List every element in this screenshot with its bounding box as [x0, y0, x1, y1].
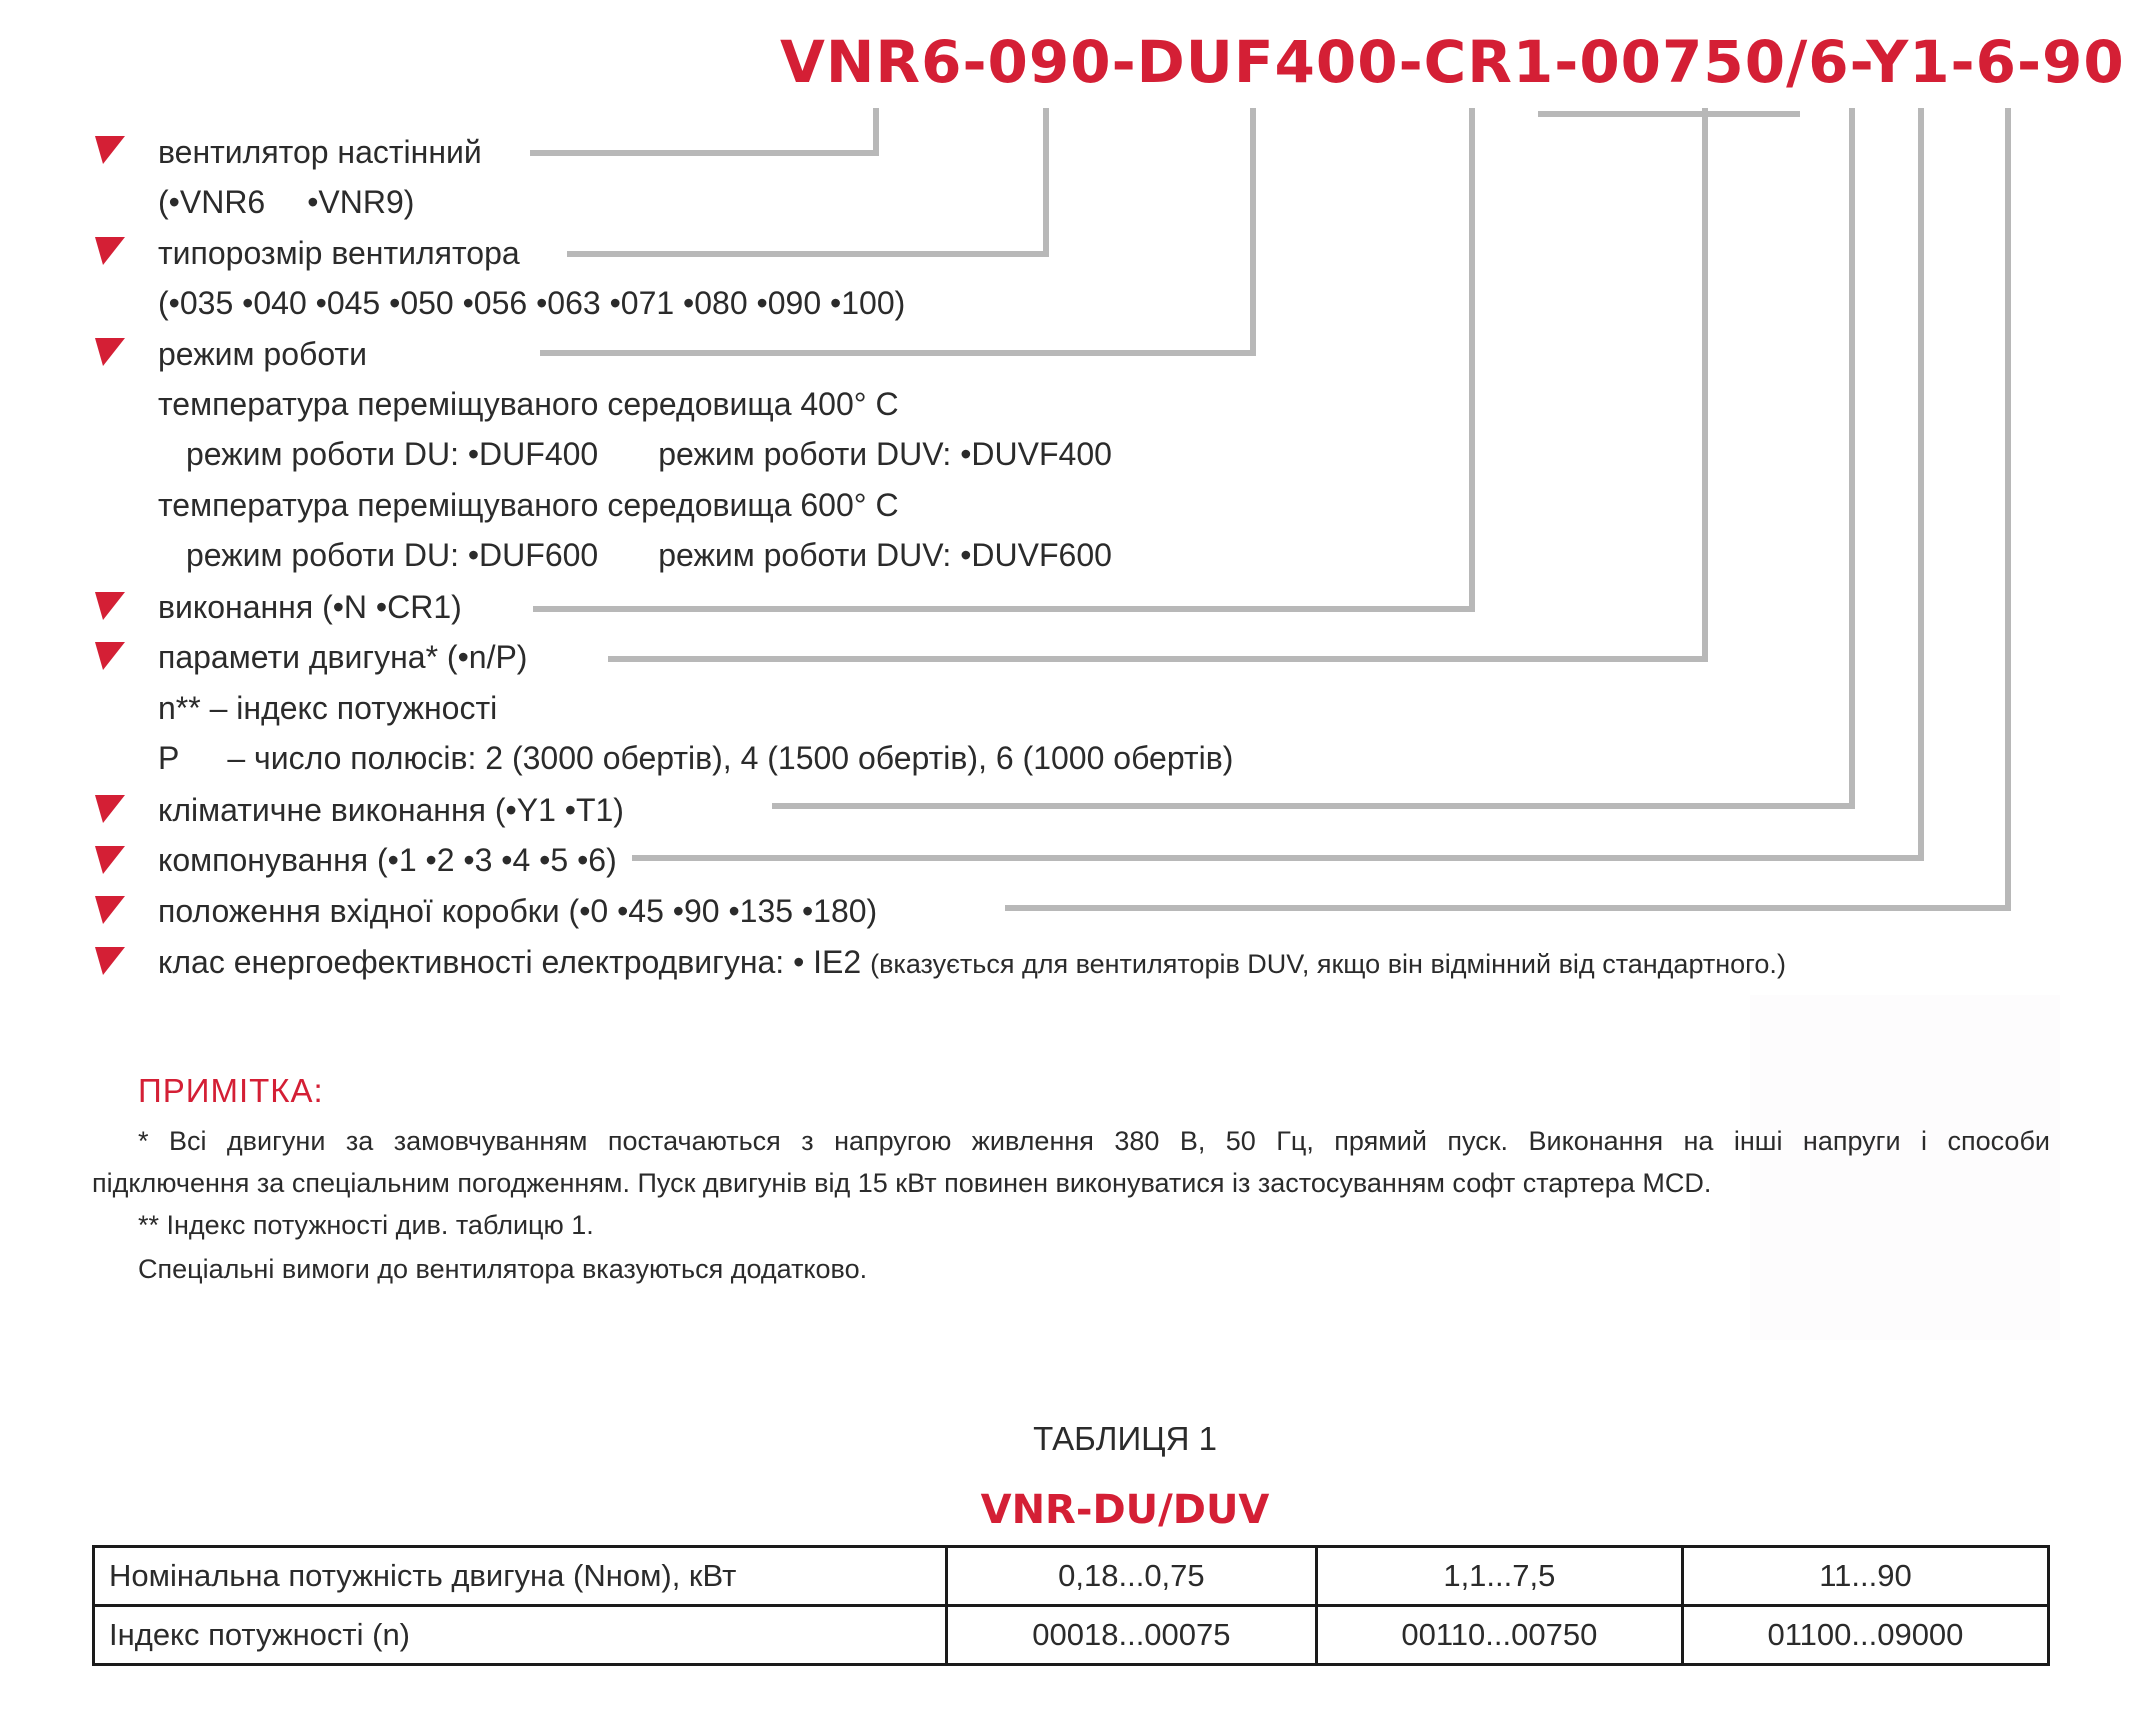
item-fan-size-options: (•035 •040 •045 •050 •056 •063 •071 •080 •090 •100): [158, 285, 906, 321]
item-energy-class: клас енергоефективності електродвигуна: • IE2 (вказується для вентиляторів DUV, якщо він відмінний від стандартного.): [158, 944, 1786, 980]
item-fan-type: вентилятор настінний: [158, 134, 482, 170]
note-line-3: ** Індекс потужності див. таблицю 1.: [138, 1210, 594, 1240]
red-flag-icon: [95, 338, 125, 366]
item-layout: компонування (•1 •2 •3 •4 •5 •6): [158, 842, 617, 878]
product-code: VNR6-090-DUF400-CR1-00750/6-Y1-6-90: [780, 28, 2125, 96]
red-flag-icon: [95, 642, 125, 670]
table-cell: Номінальна потужність двигуна (Nном), кВт: [94, 1547, 947, 1606]
red-flag-icon: [95, 592, 125, 620]
item-fan-type-options: (•VNR6 •VNR9): [158, 184, 415, 220]
item-motor-params: парамети двигуна* (•n/P): [158, 639, 528, 675]
connector-box: [1005, 108, 2008, 908]
table-cell: 11...90: [1682, 1547, 2048, 1606]
red-flag-icon: [95, 237, 125, 265]
table-cell: 0,18...0,75: [947, 1547, 1317, 1606]
power-index-table: [92, 1545, 2050, 1666]
note-line-2: підключення за спеціальним погодженням. Пуск двигунів від 15 кВт повинен виконуватися із застосуванням софт стартера MCD.: [92, 1168, 1712, 1198]
item-temp-600: температура переміщуваного середовища 600° С: [158, 487, 899, 523]
table-caption: ТАБЛИЦЯ 1: [1033, 1420, 1217, 1457]
red-flag-icon: [95, 136, 125, 164]
table-cell: 00110...00750: [1316, 1606, 1682, 1665]
red-flag-icon: [95, 795, 125, 823]
table-row: [94, 1547, 2049, 1606]
table-cell: 01100...09000: [1682, 1606, 2048, 1665]
item-motor-n: n** – індекс потужності: [158, 690, 498, 726]
note-title: ПРИМІТКА:: [138, 1072, 324, 1109]
item-design: виконання (•N •CR1): [158, 589, 462, 625]
table-subtitle: VNR-DU/DUV: [980, 1487, 1270, 1533]
table-row: [94, 1606, 2049, 1665]
item-climate: кліматичне виконання (•Y1 •T1): [158, 792, 624, 828]
item-mode-400: режим роботи DU: •DUF400 режим роботи DUV: •DUVF400: [186, 436, 1112, 472]
connector-series: [530, 108, 876, 153]
table-cell: Індекс потужності (n): [94, 1606, 947, 1665]
item-mode-600: режим роботи DU: •DUF600 режим роботи DUV: •DUVF600: [186, 537, 1112, 573]
item-operating-mode: режим роботи: [158, 336, 367, 372]
red-flag-icon: [95, 846, 125, 874]
red-flag-icon: [95, 947, 125, 975]
note-line-1: * Всі двигуни за замовчуванням постачаються з напругою живлення 380 В, 50 Гц, прямий пуск. Виконання на інші напруги і способи: [138, 1126, 2050, 1156]
item-temp-400: температура переміщуваного середовища 400° С: [158, 386, 899, 422]
table-cell: 00018...00075: [947, 1606, 1317, 1665]
item-box-position: положення вхідної коробки (•0 •45 •90 •135 •180): [158, 893, 878, 929]
connector-size: [567, 108, 1046, 254]
connector-design: [533, 108, 1472, 609]
item-fan-size: типорозмір вентилятора: [158, 235, 520, 271]
red-flag-icon: [95, 896, 125, 924]
note-line-4: Спеціальні вимоги до вентилятора вказуються додатково.: [138, 1254, 868, 1284]
table-cell: 1,1...7,5: [1316, 1547, 1682, 1606]
item-motor-p: P – число полюсів: 2 (3000 обертів), 4 (1500 обертів), 6 (1000 обертів): [158, 740, 1234, 776]
